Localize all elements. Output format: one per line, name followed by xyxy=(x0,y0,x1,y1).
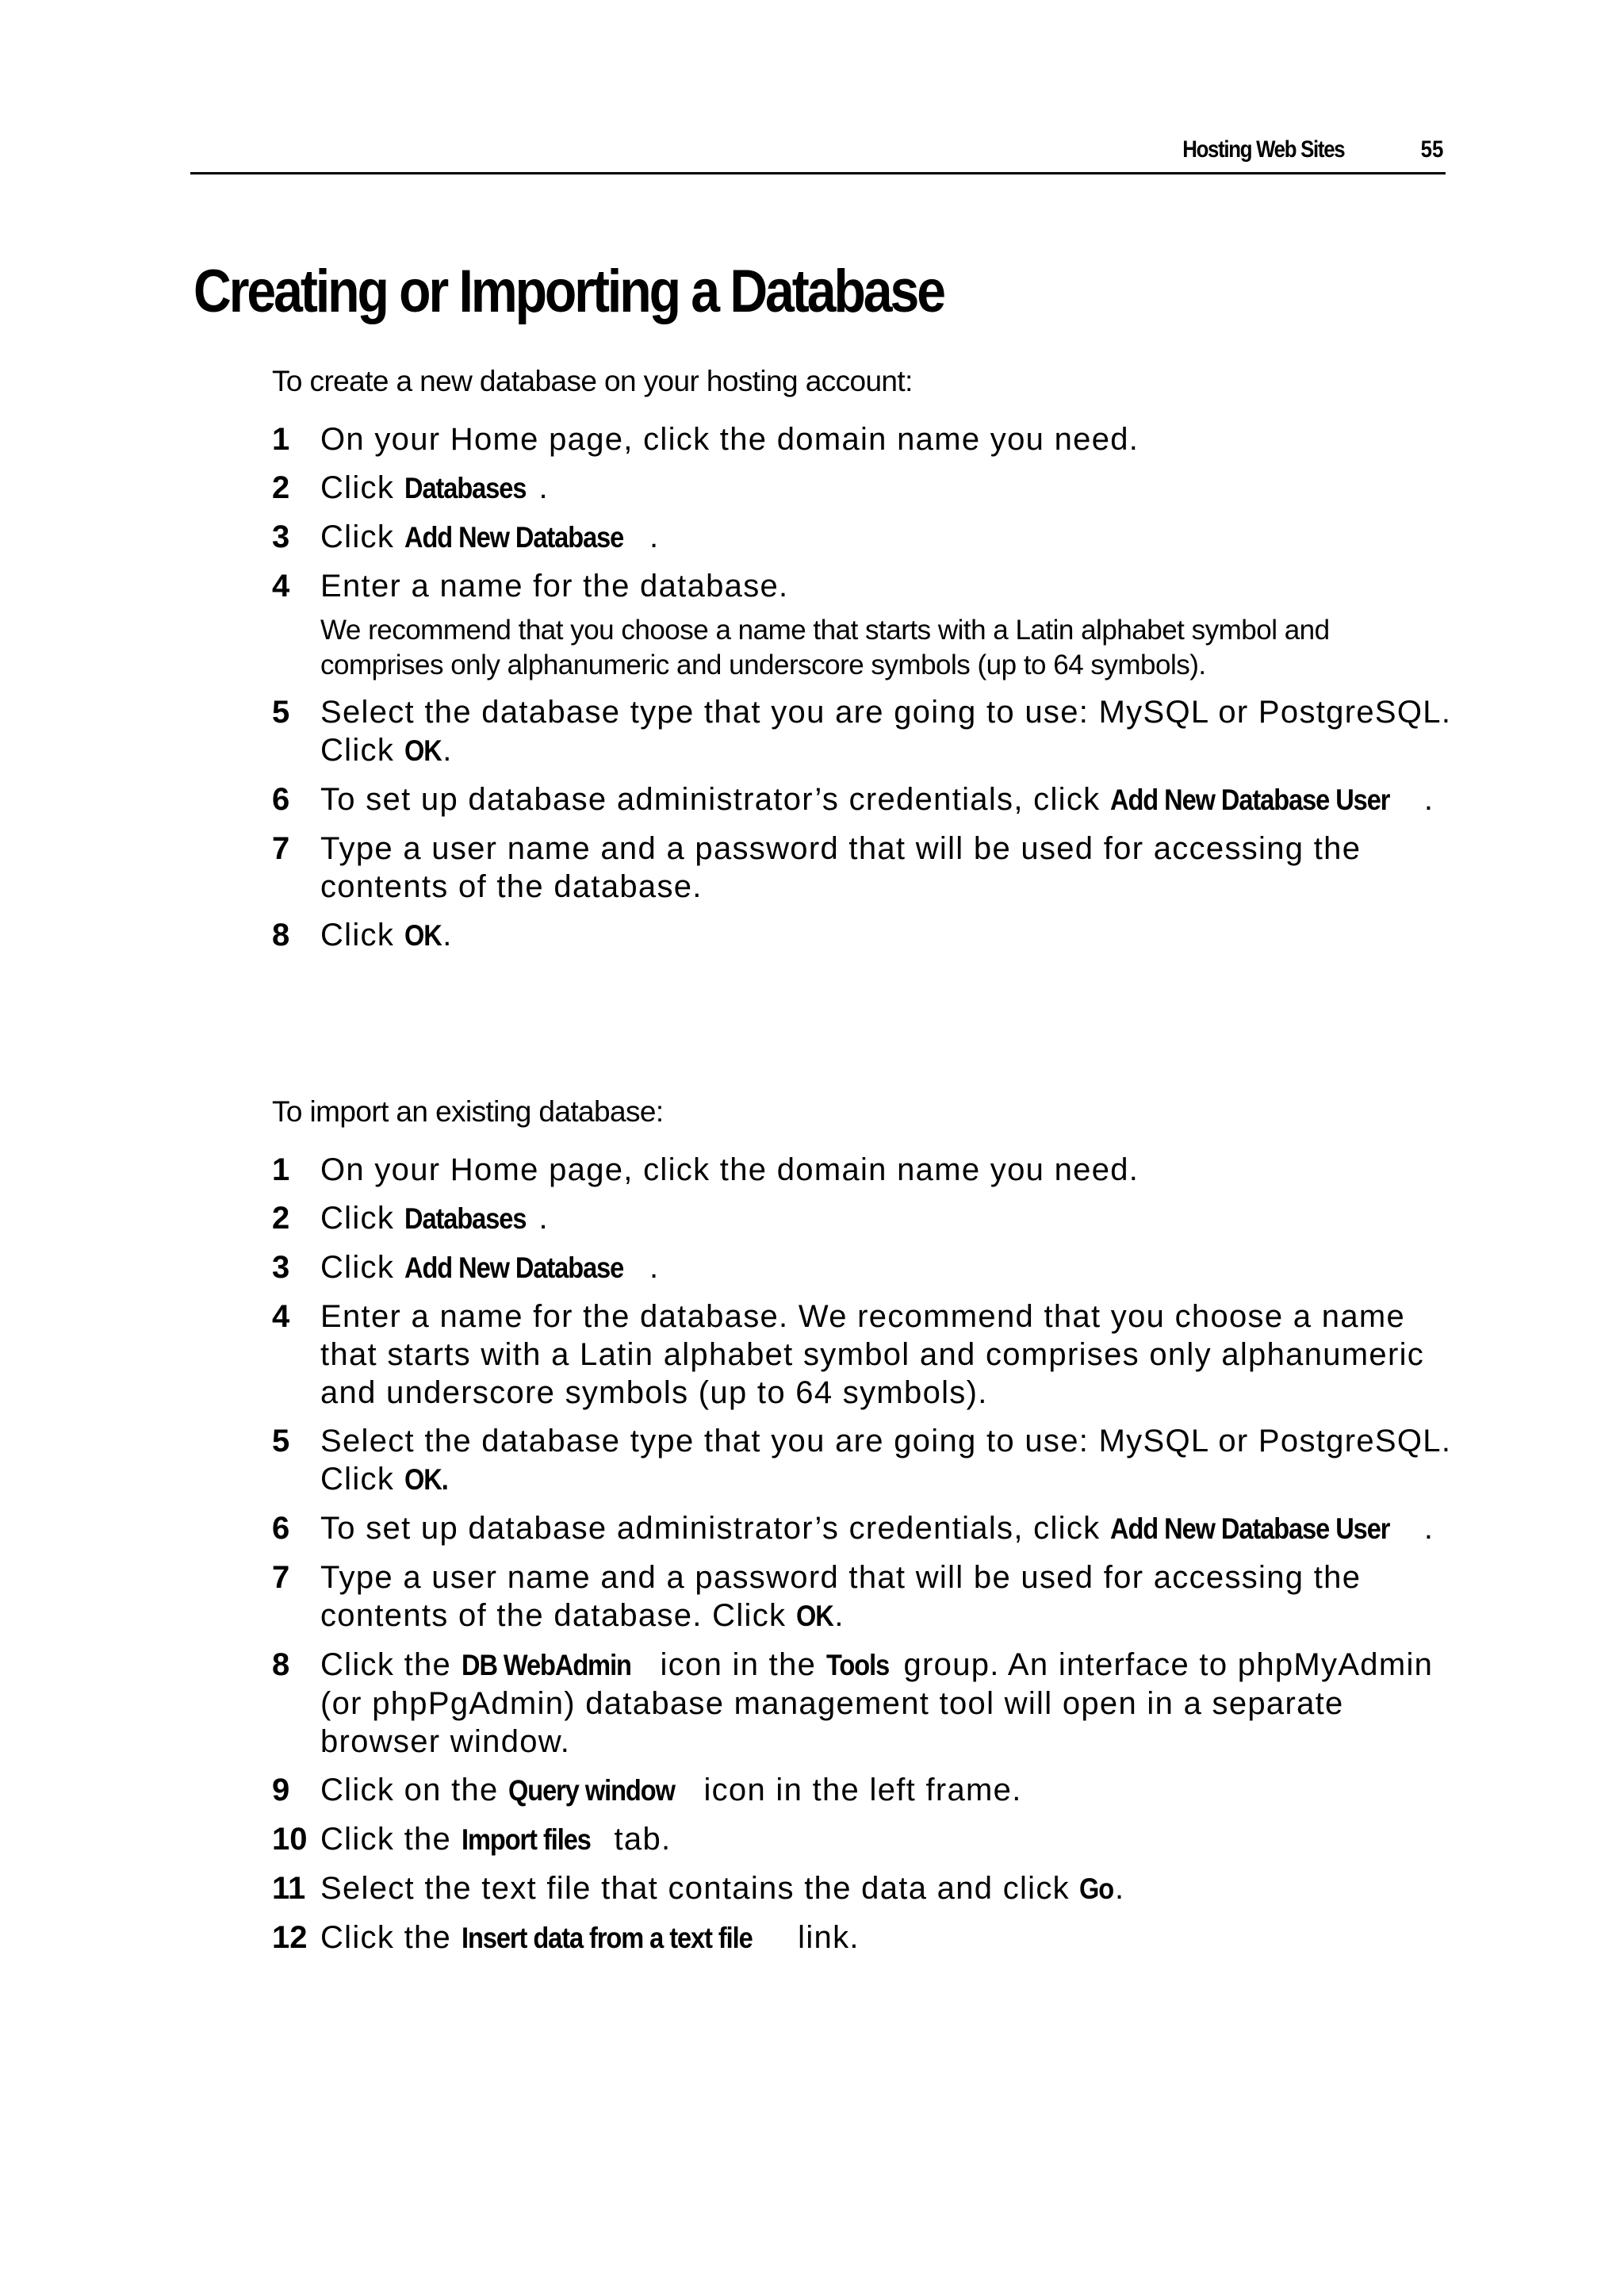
step-text: . xyxy=(538,470,549,505)
step-text: Select the text file that contains the data and click xyxy=(320,1871,1080,1906)
step-number: 6 xyxy=(272,782,290,817)
step-number: 10 xyxy=(272,1822,308,1857)
ui-term: OK xyxy=(404,919,442,952)
step-item xyxy=(272,780,1454,819)
step-text: . xyxy=(442,918,453,953)
ui-term: DB WebAdmin xyxy=(461,1649,631,1681)
step-number: 1 xyxy=(272,1152,290,1187)
step-item xyxy=(272,1558,1454,1635)
ui-term: Databases xyxy=(404,1202,526,1235)
import-intro: To import an existing database: xyxy=(272,1095,664,1128)
step-number: 5 xyxy=(272,1424,290,1458)
step-text: group. An interface to phpMyAdmin (or phpPgAdmin) database management tool will open in a separate browser window. xyxy=(320,1647,1434,1759)
step-text: Click xyxy=(320,1250,404,1285)
running-header-section: Hosting Web Sites xyxy=(1182,136,1344,163)
step-text: icon in the xyxy=(650,1647,826,1682)
step-text: . xyxy=(649,519,660,554)
step-text: . xyxy=(1423,1511,1434,1546)
ui-term: Query window xyxy=(508,1774,675,1807)
step-number: 6 xyxy=(272,1511,290,1546)
step-number: 1 xyxy=(272,422,290,457)
step-text: Select the database type that you are going to use: MySQL or PostgreSQL. Click xyxy=(320,695,1452,768)
step-text: . xyxy=(649,1250,660,1285)
step-item xyxy=(272,1646,1454,1761)
step-number: 3 xyxy=(272,1250,290,1285)
step-item xyxy=(272,1248,1454,1287)
step-item xyxy=(272,1918,1454,1957)
ui-term: OK xyxy=(795,1600,833,1632)
step-text: Click xyxy=(320,470,404,505)
step-text: Enter a name for the database. We recommend that you choose a name that starts with a Latin alphabet symbol and comprises only alphanumeric and underscore symbols (up to 64 symbols). xyxy=(320,1299,1425,1410)
step-item xyxy=(272,469,1454,508)
page-number: 55 xyxy=(1420,136,1443,163)
step-number: 8 xyxy=(272,918,290,953)
step-item xyxy=(272,1820,1454,1859)
step-text: Click the xyxy=(320,1920,462,1955)
step-item xyxy=(272,1297,1454,1412)
step-text: Click xyxy=(320,1201,404,1236)
import-steps-list xyxy=(272,1151,1454,1968)
step-item xyxy=(272,1151,1454,1189)
step-item xyxy=(272,830,1454,906)
step-number: 7 xyxy=(272,1560,290,1595)
ui-term: Add New Database xyxy=(404,1251,623,1284)
step-item xyxy=(272,1771,1454,1810)
step-number: 4 xyxy=(272,1299,290,1334)
step-text: . xyxy=(1114,1871,1125,1906)
create-steps-list xyxy=(272,420,1454,965)
step-item xyxy=(272,693,1454,770)
step-text: . xyxy=(1423,782,1434,817)
step-text: icon in the left frame. xyxy=(694,1773,1022,1807)
step-number: 5 xyxy=(272,695,290,730)
step-number: 2 xyxy=(272,470,290,505)
ui-term: Tools xyxy=(825,1649,889,1681)
step-text: . xyxy=(834,1598,845,1633)
ui-term: Import files xyxy=(461,1823,591,1856)
step-text: tab. xyxy=(604,1822,672,1857)
ui-term: OK. xyxy=(404,1463,448,1496)
step-text: . xyxy=(442,733,453,768)
ui-term: Add New Database User xyxy=(1109,784,1390,816)
step-item xyxy=(272,420,1454,458)
step-number: 2 xyxy=(272,1201,290,1236)
step-number: 3 xyxy=(272,519,290,554)
ui-term: Go xyxy=(1079,1872,1114,1905)
step-item xyxy=(272,1199,1454,1238)
step-text: Type a user name and a password that will be used for accessing the contents of the database. Click xyxy=(320,1560,1362,1633)
step-number: 9 xyxy=(272,1773,290,1807)
step-text: Click the xyxy=(320,1647,462,1682)
step-text: Click on the xyxy=(320,1773,508,1807)
step-text: Type a user name and a password that will be used for accessing the contents of the database. xyxy=(320,831,1362,904)
ui-term: Databases xyxy=(404,472,526,504)
ui-term: Add New Database xyxy=(404,521,623,554)
step-number: 7 xyxy=(272,831,290,866)
step-text: Enter a name for the database. xyxy=(320,569,789,604)
step-item xyxy=(272,567,1454,683)
step-number: 8 xyxy=(272,1647,290,1682)
step-item xyxy=(272,518,1454,557)
step-text: To set up database administrator’s credentials, click xyxy=(320,782,1110,817)
create-intro: To create a new database on your hosting account: xyxy=(272,365,913,397)
step-item xyxy=(272,1869,1454,1908)
step-text: Click xyxy=(320,519,404,554)
step-item xyxy=(272,1509,1454,1548)
step-note: We recommend that you choose a name that starts with a Latin alphabet symbol and comprises only alphanumeric and underscore symbols (up to 64 symbols). xyxy=(320,615,1330,680)
step-text: Select the database type that you are going to use: MySQL or PostgreSQL. Click xyxy=(320,1424,1452,1497)
step-text: To set up database administrator’s credentials, click xyxy=(320,1511,1110,1546)
step-item xyxy=(272,916,1454,955)
page-title: Creating or Importing a Database xyxy=(193,258,944,325)
step-number: 4 xyxy=(272,569,290,604)
page-header xyxy=(190,135,1446,174)
step-number: 12 xyxy=(272,1920,308,1955)
step-text: link. xyxy=(787,1920,860,1955)
ui-term: Insert data from a text file xyxy=(461,1922,753,1954)
step-text: Click xyxy=(320,918,404,953)
step-text: Click the xyxy=(320,1822,462,1857)
ui-term: Add New Database User xyxy=(1109,1512,1390,1545)
step-item xyxy=(272,1422,1454,1499)
step-text: . xyxy=(538,1201,549,1236)
step-text: On your Home page, click the domain name you need. xyxy=(320,1152,1139,1187)
ui-term: OK xyxy=(404,734,442,767)
step-number: 11 xyxy=(272,1871,306,1906)
step-text: On your Home page, click the domain name you need. xyxy=(320,422,1139,457)
